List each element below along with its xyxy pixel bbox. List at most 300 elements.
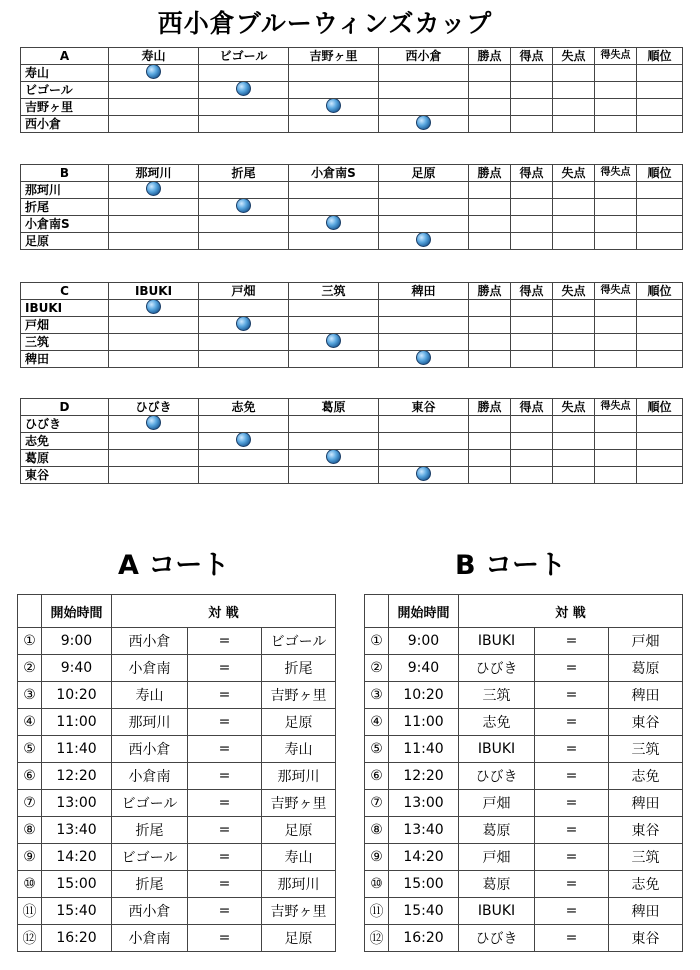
table-row xyxy=(18,790,336,817)
team-column-header: 稗田 xyxy=(379,283,469,300)
court-b-title: B コート xyxy=(455,550,566,581)
match-time: 15:00 xyxy=(42,871,112,898)
stat-cell xyxy=(469,433,511,450)
versus-separator: = xyxy=(535,763,609,790)
team-column-header: ひびき xyxy=(109,399,199,416)
table-row xyxy=(21,467,683,484)
diagonal-cell xyxy=(199,433,289,450)
soccer-ball-icon xyxy=(146,182,161,196)
result-cell xyxy=(379,99,469,116)
stat-cell xyxy=(595,116,637,133)
result-cell xyxy=(379,82,469,99)
stat-cell xyxy=(469,317,511,334)
table-row xyxy=(21,351,683,368)
match-number: ⑥ xyxy=(365,763,389,790)
match-number: ⑪ xyxy=(18,898,42,925)
stat-cell xyxy=(637,433,683,450)
versus-separator: = xyxy=(535,736,609,763)
team-column-header: 戸畑 xyxy=(199,283,289,300)
versus-separator: = xyxy=(188,628,262,655)
team-row-label: ビゴール xyxy=(21,82,109,99)
result-cell xyxy=(199,351,289,368)
stat-cell xyxy=(511,300,553,317)
team-row-label: 寿山 xyxy=(21,65,109,82)
away-team: 那珂川 xyxy=(262,871,336,898)
stat-cell xyxy=(469,82,511,99)
table-row xyxy=(18,763,336,790)
away-team: 三筑 xyxy=(609,736,683,763)
result-cell xyxy=(379,416,469,433)
versus-separator: = xyxy=(535,844,609,871)
team-row-label: 吉野ヶ里 xyxy=(21,99,109,116)
versus-separator: = xyxy=(188,682,262,709)
match-number: ④ xyxy=(365,709,389,736)
stat-cell xyxy=(511,116,553,133)
soccer-ball-icon xyxy=(236,82,251,96)
stat-cell xyxy=(637,351,683,368)
match-time: 11:00 xyxy=(42,709,112,736)
result-cell xyxy=(289,65,379,82)
home-team: 西小倉 xyxy=(112,628,188,655)
stat-cell xyxy=(637,99,683,116)
match-number: ⑨ xyxy=(18,844,42,871)
diagonal-cell xyxy=(199,199,289,216)
stat-cell xyxy=(637,317,683,334)
versus-separator: = xyxy=(535,925,609,952)
home-team: 寿山 xyxy=(112,682,188,709)
team-row-label: 折尾 xyxy=(21,199,109,216)
match-number: ⑥ xyxy=(18,763,42,790)
match-number: ⑦ xyxy=(18,790,42,817)
home-team: ひびき xyxy=(459,655,535,682)
league-label: C xyxy=(21,283,109,300)
stat-cell xyxy=(637,467,683,484)
home-team: 折尾 xyxy=(112,817,188,844)
table-row xyxy=(365,763,683,790)
versus-separator: = xyxy=(535,817,609,844)
versus-separator: = xyxy=(188,736,262,763)
stat-cell xyxy=(637,82,683,99)
stat-cell xyxy=(469,65,511,82)
home-team: 葛原 xyxy=(459,871,535,898)
page-title: 西小倉ブルーウィンズカップ xyxy=(157,9,493,38)
result-cell xyxy=(379,300,469,317)
table-row xyxy=(21,182,683,199)
table-row xyxy=(18,925,336,952)
result-cell xyxy=(109,199,199,216)
stat-column-header: 勝点 xyxy=(469,165,511,182)
result-cell xyxy=(109,467,199,484)
match-number: ⑫ xyxy=(18,925,42,952)
versus-separator: = xyxy=(535,790,609,817)
table-row xyxy=(365,898,683,925)
match-time: 9:40 xyxy=(42,655,112,682)
away-team: 東谷 xyxy=(609,709,683,736)
table-row xyxy=(365,925,683,952)
league-label: D xyxy=(21,399,109,416)
match-time: 16:20 xyxy=(389,925,459,952)
stat-cell xyxy=(469,182,511,199)
match-time: 13:40 xyxy=(42,817,112,844)
versus-separator: = xyxy=(188,655,262,682)
versus-separator: = xyxy=(535,655,609,682)
soccer-ball-icon xyxy=(326,216,341,230)
stat-cell xyxy=(553,416,595,433)
stat-cell xyxy=(511,416,553,433)
stat-column-header: 順位 xyxy=(637,399,683,416)
stat-cell xyxy=(637,199,683,216)
versus-separator: = xyxy=(188,763,262,790)
stat-cell xyxy=(469,416,511,433)
stat-cell xyxy=(469,216,511,233)
match-number: ⑨ xyxy=(365,844,389,871)
table-row xyxy=(21,450,683,467)
stat-column-header: 勝点 xyxy=(469,399,511,416)
team-column-header: 足原 xyxy=(379,165,469,182)
home-team: ひびき xyxy=(459,763,535,790)
match-time: 14:20 xyxy=(389,844,459,871)
soccer-ball-icon xyxy=(326,334,341,348)
table-row xyxy=(21,65,683,82)
stat-cell xyxy=(553,99,595,116)
stat-column-header: 得失点 xyxy=(595,399,637,416)
stat-column-header: 失点 xyxy=(553,165,595,182)
diagonal-cell xyxy=(199,317,289,334)
stat-column-header: 失点 xyxy=(553,283,595,300)
stat-cell xyxy=(511,182,553,199)
team-row-label: 足原 xyxy=(21,233,109,250)
match-time: 11:40 xyxy=(42,736,112,763)
home-team: 戸畑 xyxy=(459,790,535,817)
match-time: 14:20 xyxy=(42,844,112,871)
league-label: B xyxy=(21,165,109,182)
stat-column-header: 得失点 xyxy=(595,48,637,65)
table-row xyxy=(21,334,683,351)
number-header xyxy=(18,595,42,628)
stat-cell xyxy=(469,467,511,484)
stat-cell xyxy=(595,351,637,368)
result-cell xyxy=(289,467,379,484)
stat-cell xyxy=(637,334,683,351)
table-row xyxy=(18,655,336,682)
result-cell xyxy=(199,65,289,82)
away-team: 足原 xyxy=(262,925,336,952)
stat-column-header: 得失点 xyxy=(595,283,637,300)
match-number: ③ xyxy=(18,682,42,709)
stat-column-header: 順位 xyxy=(637,283,683,300)
table-row xyxy=(365,655,683,682)
league-table-b xyxy=(20,164,683,250)
diagonal-cell xyxy=(289,334,379,351)
result-cell xyxy=(109,116,199,133)
match-number: ④ xyxy=(18,709,42,736)
result-cell xyxy=(199,300,289,317)
team-row-label: 志免 xyxy=(21,433,109,450)
table-row xyxy=(21,300,683,317)
match-time: 16:20 xyxy=(42,925,112,952)
stat-cell xyxy=(595,317,637,334)
table-row xyxy=(21,216,683,233)
stat-column-header: 順位 xyxy=(637,48,683,65)
stat-cell xyxy=(469,300,511,317)
match-time: 15:40 xyxy=(42,898,112,925)
match-time: 11:00 xyxy=(389,709,459,736)
stat-cell xyxy=(511,216,553,233)
diagonal-cell xyxy=(109,300,199,317)
team-column-header: 吉野ヶ里 xyxy=(289,48,379,65)
soccer-ball-icon xyxy=(236,199,251,213)
away-team: 折尾 xyxy=(262,655,336,682)
match-time: 13:40 xyxy=(389,817,459,844)
result-cell xyxy=(109,216,199,233)
stat-column-header: 順位 xyxy=(637,165,683,182)
stat-column-header: 失点 xyxy=(553,399,595,416)
versus-separator: = xyxy=(188,925,262,952)
stat-cell xyxy=(511,65,553,82)
team-column-header: 葛原 xyxy=(289,399,379,416)
stat-cell xyxy=(595,99,637,116)
diagonal-cell xyxy=(379,467,469,484)
stat-column-header: 得点 xyxy=(511,165,553,182)
versus-separator: = xyxy=(535,871,609,898)
result-cell xyxy=(379,216,469,233)
team-row-label: 西小倉 xyxy=(21,116,109,133)
stat-cell xyxy=(595,233,637,250)
team-row-label: 三筑 xyxy=(21,334,109,351)
result-cell xyxy=(199,334,289,351)
match-number: ⑤ xyxy=(18,736,42,763)
league-table-d xyxy=(20,398,683,484)
stat-cell xyxy=(511,317,553,334)
home-team: 戸畑 xyxy=(459,844,535,871)
home-team: IBUKI xyxy=(459,628,535,655)
team-column-header: 小倉南S xyxy=(289,165,379,182)
home-team: IBUKI xyxy=(459,736,535,763)
table-row xyxy=(21,233,683,250)
stat-cell xyxy=(595,467,637,484)
match-number: ② xyxy=(18,655,42,682)
table-row xyxy=(18,682,336,709)
match-time: 15:40 xyxy=(389,898,459,925)
stat-cell xyxy=(637,416,683,433)
result-cell xyxy=(199,116,289,133)
match-header: 対 戦 xyxy=(459,595,683,628)
stat-cell xyxy=(511,467,553,484)
match-number: ⑦ xyxy=(365,790,389,817)
stat-cell xyxy=(469,334,511,351)
result-cell xyxy=(199,450,289,467)
diagonal-cell xyxy=(109,182,199,199)
result-cell xyxy=(199,182,289,199)
match-time: 13:00 xyxy=(389,790,459,817)
result-cell xyxy=(109,334,199,351)
diagonal-cell xyxy=(379,351,469,368)
away-team: 東谷 xyxy=(609,925,683,952)
team-column-header: 寿山 xyxy=(109,48,199,65)
result-cell xyxy=(379,199,469,216)
stat-cell xyxy=(553,116,595,133)
result-cell xyxy=(109,433,199,450)
result-cell xyxy=(199,216,289,233)
result-cell xyxy=(289,416,379,433)
soccer-ball-icon xyxy=(236,433,251,447)
stat-cell xyxy=(595,334,637,351)
stat-cell xyxy=(553,82,595,99)
home-team: 小倉南 xyxy=(112,763,188,790)
table-row xyxy=(365,871,683,898)
stat-cell xyxy=(595,300,637,317)
match-time: 10:20 xyxy=(389,682,459,709)
table-row xyxy=(18,817,336,844)
diagonal-cell xyxy=(379,233,469,250)
result-cell xyxy=(199,467,289,484)
stat-cell xyxy=(553,182,595,199)
stat-cell xyxy=(637,450,683,467)
result-cell xyxy=(289,433,379,450)
stat-cell xyxy=(637,65,683,82)
away-team: 吉野ヶ里 xyxy=(262,898,336,925)
table-row xyxy=(18,628,336,655)
stat-cell xyxy=(553,65,595,82)
diagonal-cell xyxy=(109,416,199,433)
league-header-row xyxy=(21,48,683,65)
stat-cell xyxy=(553,199,595,216)
table-row xyxy=(365,682,683,709)
match-number: ① xyxy=(18,628,42,655)
number-header xyxy=(365,595,389,628)
away-team: 足原 xyxy=(262,709,336,736)
versus-separator: = xyxy=(188,898,262,925)
result-cell xyxy=(199,99,289,116)
away-team: 吉野ヶ里 xyxy=(262,790,336,817)
stat-cell xyxy=(637,233,683,250)
result-cell xyxy=(289,233,379,250)
match-time: 10:20 xyxy=(42,682,112,709)
away-team: ビゴール xyxy=(262,628,336,655)
away-team: 戸畑 xyxy=(609,628,683,655)
away-team: 那珂川 xyxy=(262,763,336,790)
table-row xyxy=(21,116,683,133)
stat-cell xyxy=(637,300,683,317)
away-team: 東谷 xyxy=(609,817,683,844)
stat-cell xyxy=(469,116,511,133)
stat-cell xyxy=(553,317,595,334)
stat-cell xyxy=(553,450,595,467)
stat-cell xyxy=(553,216,595,233)
match-number: ⑪ xyxy=(365,898,389,925)
team-column-header: 東谷 xyxy=(379,399,469,416)
result-cell xyxy=(109,450,199,467)
diagonal-cell xyxy=(379,116,469,133)
table-row xyxy=(21,199,683,216)
team-row-label: 戸畑 xyxy=(21,317,109,334)
court-a-title: A コート xyxy=(118,550,230,581)
match-time: 9:00 xyxy=(42,628,112,655)
diagonal-cell xyxy=(199,82,289,99)
team-row-label: ひびき xyxy=(21,416,109,433)
table-row xyxy=(365,790,683,817)
home-team: 折尾 xyxy=(112,871,188,898)
team-column-header: 三筑 xyxy=(289,283,379,300)
home-team: 小倉南 xyxy=(112,925,188,952)
soccer-ball-icon xyxy=(146,300,161,314)
match-time: 13:00 xyxy=(42,790,112,817)
table-row xyxy=(21,82,683,99)
table-row xyxy=(21,99,683,116)
team-row-label: IBUKI xyxy=(21,300,109,317)
home-team: 西小倉 xyxy=(112,736,188,763)
result-cell xyxy=(289,116,379,133)
schedule-header-row xyxy=(365,595,683,628)
league-header-row xyxy=(21,165,683,182)
result-cell xyxy=(109,82,199,99)
home-team: 三筑 xyxy=(459,682,535,709)
soccer-ball-icon xyxy=(326,99,341,113)
schedule-table-b xyxy=(364,594,683,952)
versus-separator: = xyxy=(188,817,262,844)
stat-cell xyxy=(469,233,511,250)
versus-separator: = xyxy=(535,898,609,925)
match-number: ⑧ xyxy=(365,817,389,844)
home-team: ひびき xyxy=(459,925,535,952)
stat-cell xyxy=(553,433,595,450)
diagonal-cell xyxy=(289,216,379,233)
result-cell xyxy=(109,99,199,116)
league-header-row xyxy=(21,399,683,416)
match-number: ⑤ xyxy=(365,736,389,763)
stat-cell xyxy=(595,450,637,467)
result-cell xyxy=(109,233,199,250)
table-row xyxy=(365,736,683,763)
match-time: 12:20 xyxy=(42,763,112,790)
stat-column-header: 得失点 xyxy=(595,165,637,182)
table-row xyxy=(21,416,683,433)
stat-cell xyxy=(511,334,553,351)
team-column-header: 折尾 xyxy=(199,165,289,182)
versus-separator: = xyxy=(188,871,262,898)
result-cell xyxy=(379,317,469,334)
schedule-header-row xyxy=(18,595,336,628)
stat-column-header: 得点 xyxy=(511,399,553,416)
league-table-a xyxy=(20,47,683,133)
stat-cell xyxy=(553,334,595,351)
stat-cell xyxy=(595,216,637,233)
versus-separator: = xyxy=(188,790,262,817)
table-row xyxy=(18,871,336,898)
time-header: 開始時間 xyxy=(42,595,112,628)
stat-column-header: 勝点 xyxy=(469,48,511,65)
table-row xyxy=(18,736,336,763)
match-time: 12:20 xyxy=(389,763,459,790)
soccer-ball-icon xyxy=(416,116,431,130)
versus-separator: = xyxy=(188,844,262,871)
stat-cell xyxy=(595,416,637,433)
away-team: 寿山 xyxy=(262,844,336,871)
away-team: 葛原 xyxy=(609,655,683,682)
stat-cell xyxy=(469,351,511,368)
result-cell xyxy=(289,182,379,199)
team-row-label: 葛原 xyxy=(21,450,109,467)
stat-cell xyxy=(511,233,553,250)
team-column-header: IBUKI xyxy=(109,283,199,300)
versus-separator: = xyxy=(535,682,609,709)
match-number: ③ xyxy=(365,682,389,709)
match-number: ② xyxy=(365,655,389,682)
away-team: 足原 xyxy=(262,817,336,844)
table-row xyxy=(365,709,683,736)
home-team: ビゴール xyxy=(112,790,188,817)
team-column-header: 志免 xyxy=(199,399,289,416)
